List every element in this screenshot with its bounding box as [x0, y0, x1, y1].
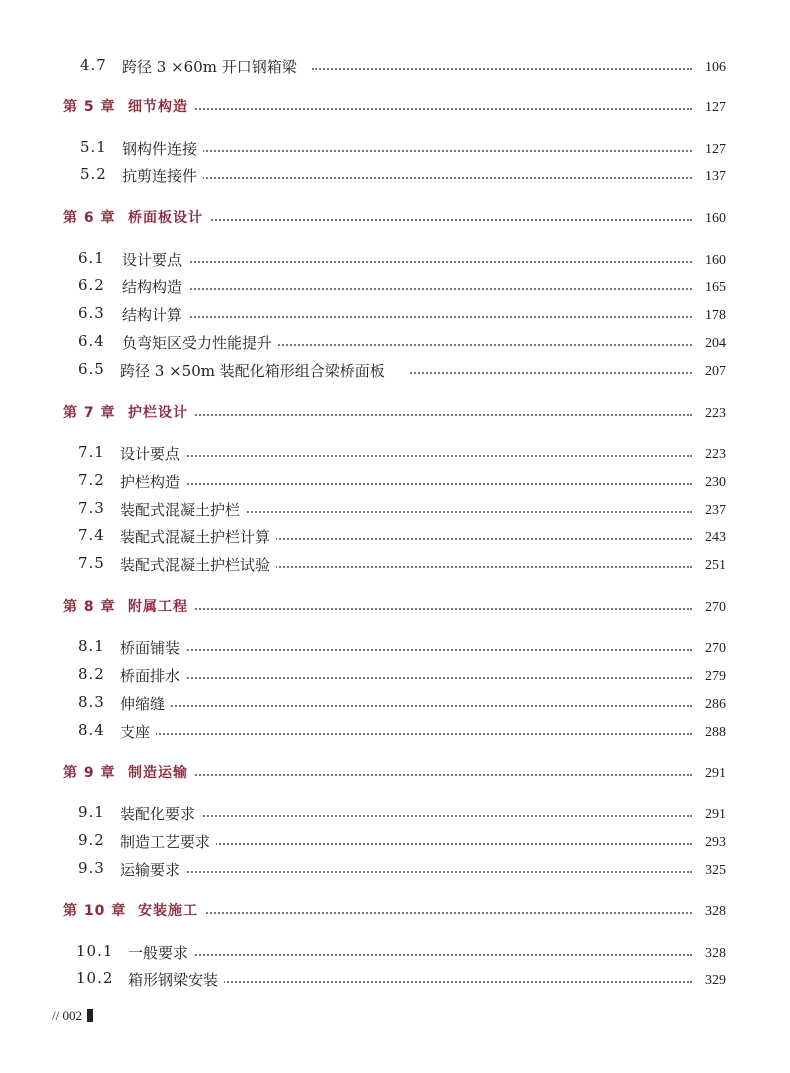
toc-entry-title: 装配式混凝土护栏试验 — [120, 554, 276, 575]
toc-leader-dots — [128, 954, 692, 956]
toc-chapter-title: 附属工程 — [128, 596, 194, 616]
toc-entry-title: 制造工艺要求 — [120, 831, 216, 852]
toc-entry-number: 7.1 — [78, 443, 105, 461]
toc-leader-dots — [120, 705, 692, 707]
toc-entry-page: 106 — [701, 60, 726, 76]
toc-entry-number: 9.3 — [78, 859, 105, 877]
footer-marker-bar — [87, 1009, 93, 1022]
toc-entry — [0, 358, 790, 382]
toc-entry-title: 箱形钢梁安装 — [128, 969, 224, 990]
toc-entry-page: 325 — [701, 863, 726, 879]
toc-entry-title: 装配式混凝土护栏计算 — [120, 526, 276, 547]
toc-chapter — [0, 205, 790, 229]
toc-chapter-number: 第 10 章 — [63, 903, 127, 919]
toc-entry-page: 286 — [701, 697, 726, 713]
toc-entry-page: 270 — [701, 641, 726, 657]
toc-chapter-title: 细节构造 — [128, 96, 194, 116]
toc-chapter-number: 第 7 章 — [63, 405, 116, 421]
toc-entry-title: 抗剪连接件 — [122, 165, 203, 186]
toc-entry-title: 伸缩缝 — [120, 693, 171, 714]
toc-entry-title: 一般要求 — [128, 942, 194, 963]
toc-leader-dots — [122, 288, 692, 290]
toc-chapter-title: 安装施工 — [138, 900, 204, 920]
toc-entry-number: 9.2 — [78, 831, 105, 849]
toc-entry-title: 负弯矩区受力性能提升 — [122, 332, 278, 353]
toc-chapter-number: 第 6 章 — [63, 210, 116, 226]
toc-entry-page: 137 — [701, 169, 726, 185]
toc-entry — [0, 274, 790, 298]
toc-entry — [0, 719, 790, 743]
toc-entry-number: 6.1 — [78, 249, 105, 267]
toc-entry-number: 8.1 — [78, 637, 105, 655]
toc-leader-dots — [312, 68, 692, 70]
toc-leader-dots — [122, 150, 692, 152]
toc-leader-dots — [120, 677, 692, 679]
toc-entry-number: 9.1 — [78, 803, 105, 821]
toc-entry-number: 7.4 — [78, 526, 105, 544]
toc-chapter-number: 第 8 章 — [63, 599, 116, 615]
toc-chapter-number: 第 9 章 — [63, 765, 116, 781]
toc-entry-page: 160 — [701, 253, 726, 269]
toc-entry-page: 127 — [701, 100, 726, 116]
toc-leader-dots — [128, 608, 692, 610]
toc-leader-dots — [128, 414, 692, 416]
toc-entry-title: 桥面铺装 — [120, 637, 186, 658]
toc-entry — [0, 163, 790, 187]
toc-entry — [0, 829, 790, 853]
toc-entry-title: 装配式混凝土护栏 — [120, 499, 246, 520]
toc-entry — [0, 552, 790, 576]
toc-entry — [0, 54, 790, 78]
toc-entry-title: 桥面排水 — [120, 665, 186, 686]
toc-entry-page: 329 — [701, 973, 726, 989]
toc-entry — [0, 691, 790, 715]
toc-chapter — [0, 400, 790, 424]
toc-entry-page: 328 — [701, 904, 726, 920]
toc-entry-page: 178 — [701, 308, 726, 324]
toc-chapter-number: 第 5 章 — [63, 99, 116, 115]
toc-entry-title: 护栏构造 — [120, 471, 186, 492]
toc-entry — [0, 663, 790, 687]
toc-entry-title: 装配化要求 — [120, 803, 201, 824]
toc-leader-dots — [128, 774, 692, 776]
toc-leader-dots — [120, 815, 692, 817]
toc-entry-title: 跨径 3 ×60m 开口钢箱梁 — [122, 56, 303, 77]
toc-entry-number: 10.1 — [76, 942, 114, 960]
toc-entry-number: 7.5 — [78, 554, 105, 572]
toc-entry-title: 设计要点 — [122, 249, 188, 270]
toc-entry — [0, 857, 790, 881]
toc-entry-page: 223 — [701, 447, 726, 463]
toc-chapter-title: 制造运输 — [128, 762, 194, 782]
toc-entry — [0, 441, 790, 465]
toc-entry-number: 8.4 — [78, 721, 105, 739]
toc-entry-number: 4.7 — [80, 56, 107, 74]
toc-entry-title: 钢构件连接 — [122, 138, 203, 159]
toc-chapter — [0, 898, 790, 922]
toc-entry-number: 7.2 — [78, 471, 105, 489]
toc-chapter — [0, 594, 790, 618]
toc-entry — [0, 247, 790, 271]
toc-entry-number: 5.2 — [80, 165, 107, 183]
toc-entry-number: 6.3 — [78, 304, 105, 322]
toc-entry-number: 6.5 — [78, 360, 105, 378]
toc-leader-dots — [120, 871, 692, 873]
toc-entry-page: 293 — [701, 835, 726, 851]
toc-entry-title: 运输要求 — [120, 859, 186, 880]
toc-entry-number: 7.3 — [78, 499, 105, 517]
toc-chapter-title: 桥面板设计 — [128, 207, 209, 227]
page-footer — [52, 1008, 93, 1024]
toc-entry-page: 291 — [701, 766, 726, 782]
toc-leader-dots — [122, 177, 692, 179]
toc-entry — [0, 497, 790, 521]
toc-entry-title: 支座 — [120, 721, 156, 742]
toc-leader-dots — [122, 316, 692, 318]
toc-entry-number: 6.2 — [78, 276, 105, 294]
toc-entry — [0, 524, 790, 548]
toc-leader-dots — [128, 219, 692, 221]
toc-entry-title: 设计要点 — [120, 443, 186, 464]
toc-leader-dots — [410, 372, 692, 374]
page-number-label: // 002 — [52, 1008, 82, 1023]
toc-leader-dots — [120, 649, 692, 651]
toc-entry-page: 251 — [701, 558, 726, 574]
toc-entry-page: 230 — [701, 475, 726, 491]
toc-entry-title: 跨径 3 ×50m 装配化箱形组合梁桥面板 — [120, 360, 391, 381]
toc-entry-page: 160 — [701, 211, 726, 227]
toc-entry — [0, 330, 790, 354]
toc-leader-dots — [120, 483, 692, 485]
toc-entry-page: 127 — [701, 142, 726, 158]
toc-leader-dots — [138, 912, 692, 914]
toc-leader-dots — [120, 733, 692, 735]
toc-entry-page: 237 — [701, 503, 726, 519]
toc-entry — [0, 801, 790, 825]
toc-entry-page: 291 — [701, 807, 726, 823]
toc-entry-number: 8.3 — [78, 693, 105, 711]
toc-entry-page: 243 — [701, 530, 726, 546]
toc-entry-page: 223 — [701, 406, 726, 422]
toc-leader-dots — [128, 108, 692, 110]
toc-leader-dots — [120, 455, 692, 457]
toc-entry — [0, 940, 790, 964]
toc-chapter — [0, 760, 790, 784]
toc-entry-page: 204 — [701, 336, 726, 352]
toc-leader-dots — [122, 261, 692, 263]
toc-entry-page: 288 — [701, 725, 726, 741]
toc-entry — [0, 967, 790, 991]
toc-entry-page: 270 — [701, 600, 726, 616]
toc-chapter — [0, 94, 790, 118]
toc-entry-number: 5.1 — [80, 138, 107, 156]
toc-chapter-title: 护栏设计 — [128, 402, 194, 422]
toc-entry-page: 207 — [701, 364, 726, 380]
toc-entry-page: 328 — [701, 946, 726, 962]
toc-entry-title: 结构构造 — [122, 276, 188, 297]
toc-entry-page: 279 — [701, 669, 726, 685]
toc-entry — [0, 136, 790, 160]
toc-entry — [0, 469, 790, 493]
toc-entry — [0, 635, 790, 659]
toc-entry-page: 165 — [701, 280, 726, 296]
toc-entry — [0, 302, 790, 326]
toc-entry-number: 10.2 — [76, 969, 114, 987]
toc-entry-number: 8.2 — [78, 665, 105, 683]
toc-entry-number: 6.4 — [78, 332, 105, 350]
toc-entry-title: 结构计算 — [122, 304, 188, 325]
